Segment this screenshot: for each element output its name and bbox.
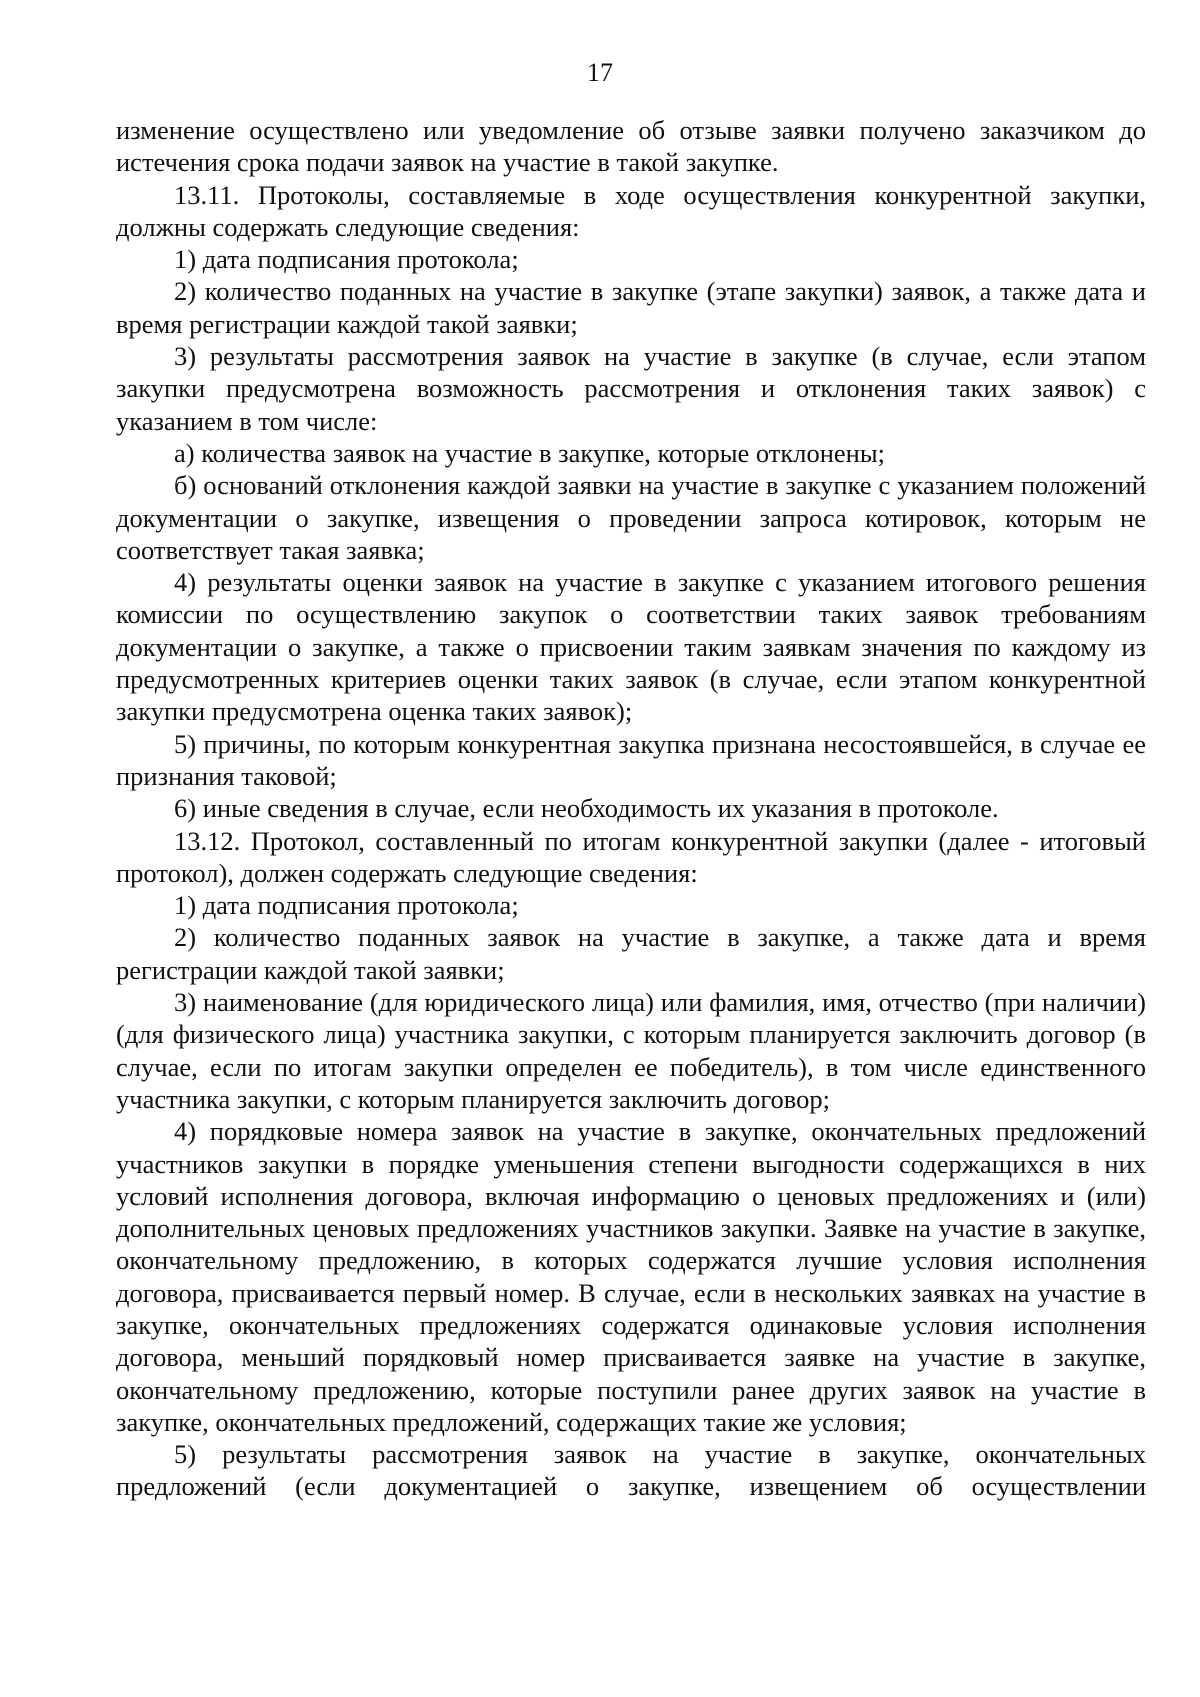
paragraph-13-11-item-3b: б) оснований отклонения каждой заявки на участие в закупке с указанием положений документации о закупке, извещения о проведении запроса котировок, которым не соответствует такая заявка;	[116, 470, 1146, 565]
paragraph-13-12-item-3: 3) наименование (для юридического лица) или фамилия, имя, отчество (при наличии) (для физического лица) участника закупки, с которым планируется заключить договор (в случае, если по итогам закупки определен ее победитель), в том числе единственного участника закупки, с которым планируется заключить договор;	[116, 987, 1146, 1114]
paragraph-13-12-item-5: 5) результаты рассмотрения заявок на участие в закупке, окончательных предложений (если документацией о закупке, извещением об осуществлении	[116, 1439, 1146, 1502]
paragraph-section-13-11: 13.11. Протоколы, составляемые в ходе осуществления конкурентной закупки, должны содержать следующие сведения:	[116, 179, 1146, 242]
paragraph-13-11-item-4: 4) результаты оценки заявок на участие в закупке с указанием итогового решения комиссии по осуществлению закупок о соответствии таких заявок требованиям документации о закупке, а также о присвоении таким заявкам значения по каждому из предусмотренных критериев оценки таких заявок (в случае, если этапом конкурентной закупки предусмотрена оценка таких заявок);	[116, 567, 1146, 727]
paragraph-section-13-12: 13.12. Протокол, составленный по итогам конкурентной закупки (далее - итоговый протокол), должен содержать следующие сведения:	[116, 825, 1146, 888]
document-body	[116, 114, 1146, 1503]
paragraph-13-11-item-6: 6) иные сведения в случае, если необходимость их указания в протоколе.	[174, 793, 999, 824]
paragraph-13-11-item-3a: а) количества заявок на участие в закупке, которые отклонены;	[174, 437, 886, 468]
paragraph-continuation: изменение осуществлено или уведомление об отзыве заявки получено заказчиком до истечения срока подачи заявок на участие в такой закупке.	[116, 115, 1146, 178]
paragraph-13-12-item-1: 1) дата подписания протокола;	[174, 890, 519, 921]
paragraph-13-11-item-1: 1) дата подписания протокола;	[174, 244, 519, 275]
paragraph-13-11-item-2: 2) количество поданных на участие в закупке (этапе закупки) заявок, а также дата и время регистрации каждой такой заявки;	[116, 276, 1146, 339]
paragraph-13-11-item-3: 3) результаты рассмотрения заявок на участие в закупке (в случае, если этапом закупки предусмотрена возможность рассмотрения и отклонения таких заявок) с указанием в том числе:	[116, 341, 1146, 436]
paragraph-13-12-item-2: 2) количество поданных заявок на участие в закупке, а также дата и время регистрации каждой такой заявки;	[116, 922, 1146, 985]
page-number: 17	[587, 58, 613, 87]
paragraph-13-12-item-4: 4) порядковые номера заявок на участие в закупке, окончательных предложений участников закупки в порядке уменьшения степени выгодности содержащихся в них условий исполнения договора, включая информацию о ценовых предложениях и (или) дополнительных ценовых предложениях участников закупки. Заявке на участие в закупке, окончательному предложению, в которых содержатся лучшие условия исполнения договора, присваивается первый номер. В случае, если в нескольких заявках на участие в закупке, окончательных предложениях содержатся одинаковые условия исполнения договора, меньший порядковый номер присваивается заявке на участие в закупке, окончательному предложению, которые поступили ранее других заявок на участие в закупке, окончательных предложений, содержащих такие же условия;	[116, 1116, 1146, 1437]
paragraph-13-11-item-5: 5) причины, по которым конкурентная закупка признана несостоявшейся, в случае ее признания таковой;	[116, 728, 1146, 791]
